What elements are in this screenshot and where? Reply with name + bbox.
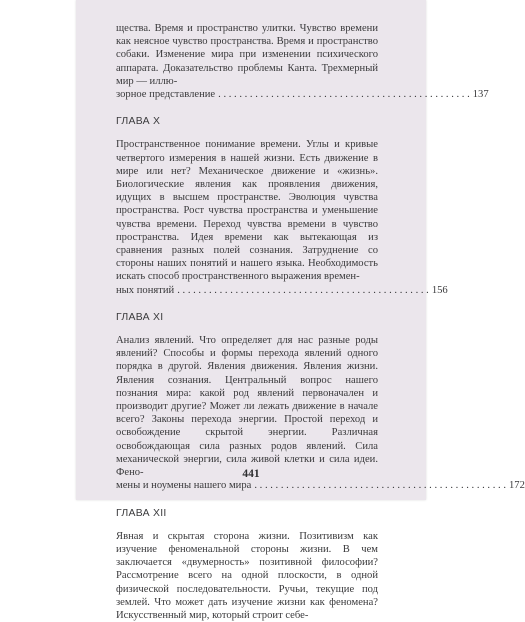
toc-entry-last-line: ных понятий — [116, 284, 175, 296]
toc-page-number: 137 — [472, 89, 489, 101]
table-of-contents — [116, 22, 525, 622]
page-number: 441 — [242, 468, 260, 480]
toc-entry-text: Явная и скрытая сторона жизни. Позитивизм как изучение феноменальной стороны жизни. В чем заключается «двумерность» позитивной философии? Рассмотрение всего на одной плоскости, в одной физической последовательности. Ручьи, текущие под землей. Что может дать изучение жизни как феномена? Искусственный мир, который строит себе- — [116, 530, 378, 621]
chapter-heading: ГЛАВА X — [116, 116, 161, 128]
toc-entry-intro — [116, 22, 489, 101]
toc-page-number: 156 — [431, 284, 448, 296]
toc-entry-last-line: зорное представление — [116, 89, 216, 101]
chapter-heading: ГЛАВА XII — [116, 507, 167, 519]
toc-entry-text: Пространственное понимание времени. Углы и кривые четвертого измерения в нашей жизни. Есть движение в мире или нет? Механическое движение и «жизнь». Биологические явления как проявления движения, идущих в высшем пространстве. Эволюция чувства пространства. Рост чувства пространства и уменьшение чувства времени. Переход чувства времени в чувство пространства. Идея времени как вытекающая из сравнения разных полей сознания. Затруднение со стороны наших понятий и нашего языка. Необходимость искать способ пространственного выражения времен- — [116, 139, 378, 283]
toc-page-number: 172 — [508, 480, 525, 492]
book-page — [76, 0, 525, 621]
toc-entry-text: Анализ явлений. Что определяет для нас разные роды явлений? Способы и формы перехода явлений одного порядка в другой. Явления движения. Явления жизни. Явления сознания. Центральный вопрос нашего познания мира: какой род явлений первоначален и производит другие? Может ли лежать движение в начале всего? Законы перехода энергии. Простой переход и освобождение скрытой энергии. Различная освобождающая сила разных родов явлений. Сила механической энергии, сила живой клетки и сила идеи. Фено- — [116, 335, 378, 479]
toc-entry-last-line: мены и ноумены нашего мира — [116, 480, 252, 492]
dot-leader — [254, 479, 506, 492]
chapter-heading: ГЛАВА XI — [116, 311, 164, 323]
toc-entry-chapter-12 — [116, 530, 378, 622]
toc-entry-text: щества. Время и пространство улитки. Чувство времени как неясное чувство пространства. Время и пространство собаки. Изменение мира при изменении психического аппарата. Доказательство проблемы Канта. Трехмерный мир — иллю- — [116, 23, 378, 87]
toc-entry-chapter-10 — [116, 138, 448, 296]
dot-leader — [218, 88, 470, 101]
dot-leader — [177, 284, 429, 297]
